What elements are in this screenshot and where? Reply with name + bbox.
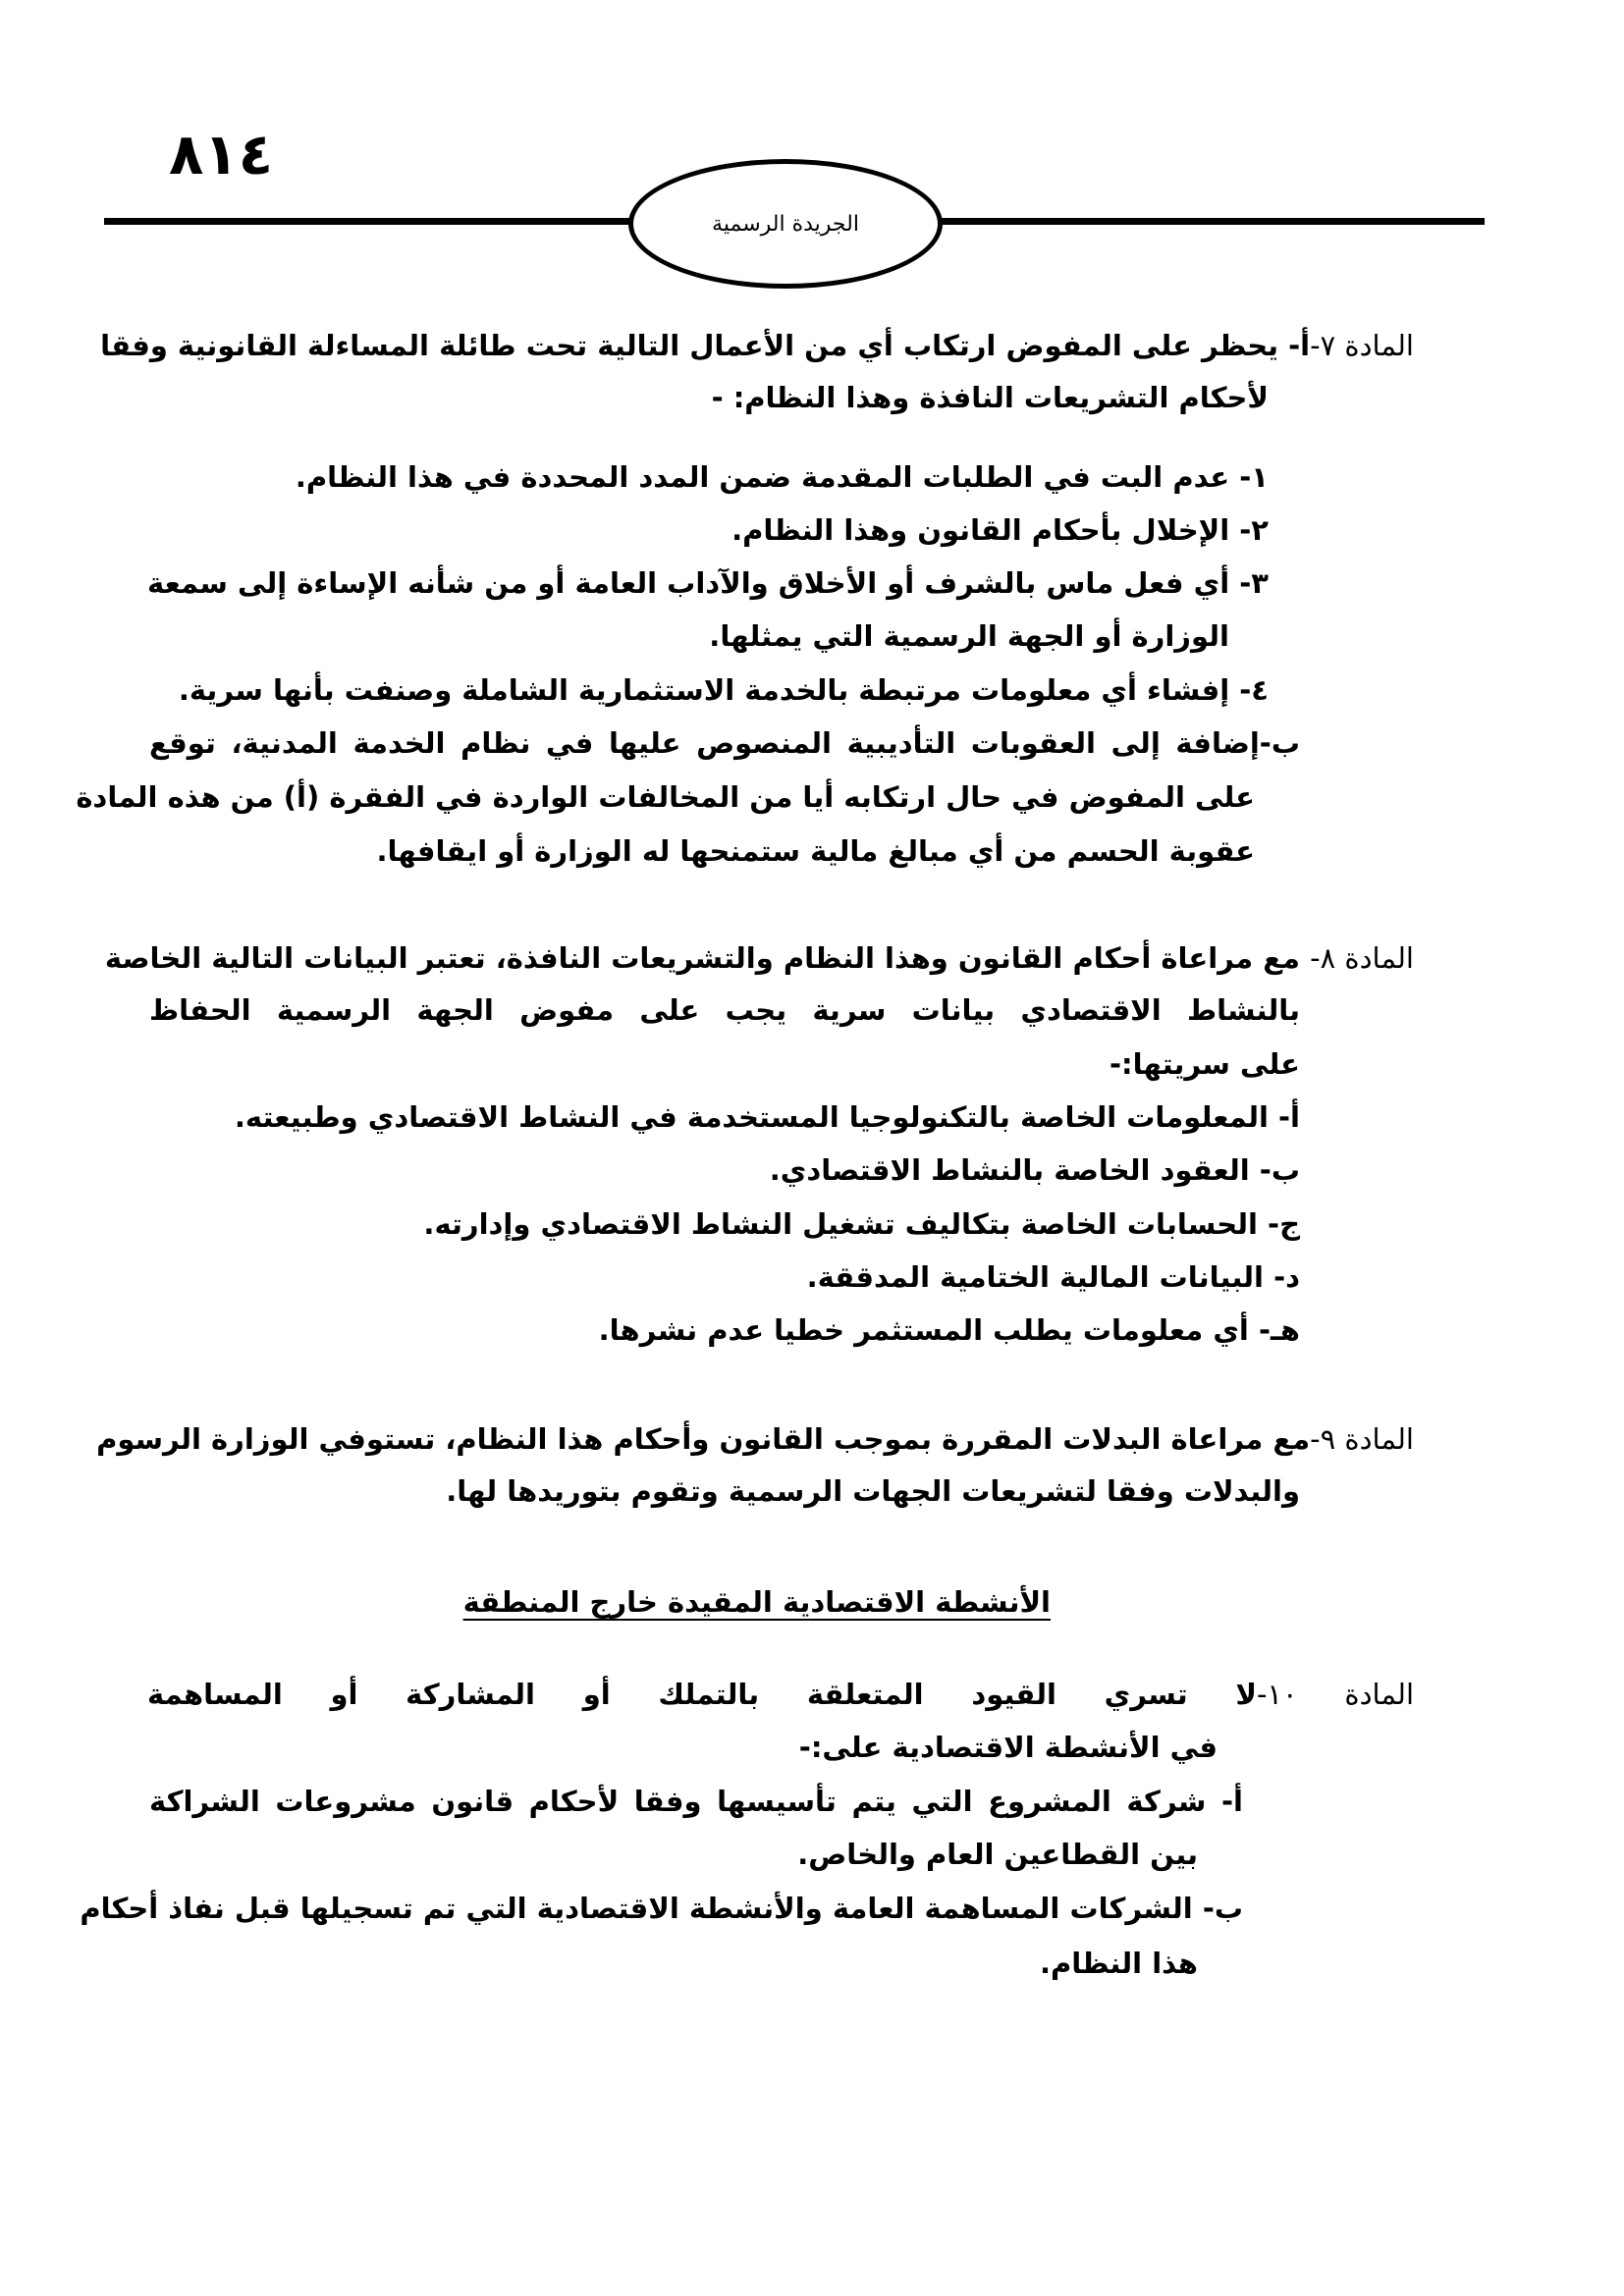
article-7-line-2: لأحكام التشريعات النافذة وهذا النظام: - — [711, 381, 1269, 414]
article-9-line-1: المادة ٩-مع مراعاة البدلات المقررة بموجب القانون وأحكام هذا النظام، تستوفي الوزارة الرسوم — [96, 1422, 1414, 1456]
article-7-item-4: ٤- إفشاء أي معلومات مرتبطة بالخدمة الاستثمارية الشاملة وصنفت بأنها سرية. — [178, 673, 1269, 707]
article-8-line-3: على سريتها:- — [1109, 1047, 1300, 1081]
article-8-item-b: ب- العقود الخاصة بالنشاط الاقتصادي. — [769, 1153, 1300, 1187]
section-heading: الأنشطة الاقتصادية المقيدة خارج المنطقة — [462, 1585, 1051, 1619]
article-9-line-2: والبدلات وفقا لتشريعات الجهات الرسمية وتقوم بتوريدها لها. — [446, 1474, 1300, 1508]
article-7-para-b-3: عقوبة الحسم من أي مبالغ مالية ستمنحها له الوزارة أو ايقافها. — [376, 834, 1255, 868]
article-8-item-e: هـ- أي معلومات يطلب المستثمر خطيا عدم نشرها. — [598, 1313, 1300, 1347]
article-10-line-1: المادة ١٠-لا تسري القيود المتعلقة بالتملك أو المشاركة أو المساهمة — [147, 1678, 1415, 1711]
article-10-line-2: في الأنشطة الاقتصادية على:- — [798, 1731, 1218, 1764]
article-8-line-2: بالنشاط الاقتصادي بيانات سرية يجب على مفوض الجهة الرسمية الحفاظ — [149, 993, 1300, 1027]
masthead-title: الجريدة الرسمية — [712, 211, 859, 237]
article-8-line-1: المادة ٨- مع مراعاة أحكام القانون وهذا النظام والتشريعات النافذة، تعتبر البيانات التالية الخاصة — [104, 941, 1414, 975]
article-7-item-3: ٣- أي فعل ماس بالشرف أو الأخلاق والآداب العامة أو من شأنه الإساءة إلى سمعة — [147, 566, 1269, 600]
article-7-item-3-cont: الوزارة أو الجهة الرسمية التي يمثلها. — [709, 619, 1229, 653]
article-10-label: المادة ١٠- — [1256, 1678, 1415, 1711]
article-7-para-b-2: على المفوض في حال ارتكابه أيا من المخالفات الواردة في الفقرة (أ) من هذه المادة — [76, 780, 1255, 814]
article-7-item-2: ٢- الإخلال بأحكام القانون وهذا النظام. — [731, 513, 1269, 547]
article-8-item-a: أ- المعلومات الخاصة بالتكنولوجيا المستخدمة في النشاط الاقتصادي وطبيعته. — [234, 1100, 1300, 1134]
article-7-item-1: ١- عدم البت في الطلبات المقدمة ضمن المدد المحددة في هذا النظام. — [295, 460, 1269, 494]
article-10-item-a: أ- شركة المشروع التي يتم تأسيسها وفقا لأحكام قانون مشروعات الشراكة — [149, 1785, 1243, 1818]
page-number: ٨١٤ — [169, 121, 274, 187]
article-8-label: المادة ٨- — [1310, 941, 1414, 975]
masthead-oval — [628, 159, 943, 289]
article-9-label: المادة ٩- — [1310, 1422, 1414, 1456]
article-10-item-b: ب- الشركات المساهمة العامة والأنشطة الاقتصادية التي تم تسجيلها قبل نفاذ أحكام — [80, 1892, 1243, 1925]
article-8-item-d: د- البيانات المالية الختامية المدققة. — [806, 1260, 1300, 1294]
article-7-para-b-1: ب-إضافة إلى العقوبات التأديبية المنصوص عليها في نظام الخدمة المدنية، توقع — [149, 726, 1300, 760]
article-7-line-1: المادة ٧-أ- يحظر على المفوض ارتكاب أي من الأعمال التالية تحت طائلة المساءلة القانونية وفقا — [100, 329, 1414, 362]
article-7-label: المادة ٧- — [1310, 329, 1414, 362]
article-8-item-c: ج- الحسابات الخاصة بتكاليف تشغيل النشاط الاقتصادي وإدارته. — [423, 1207, 1300, 1241]
article-10-item-a-cont: بين القطاعين العام والخاص. — [797, 1838, 1198, 1871]
article-10-item-b-cont: هذا النظام. — [1040, 1947, 1198, 1980]
